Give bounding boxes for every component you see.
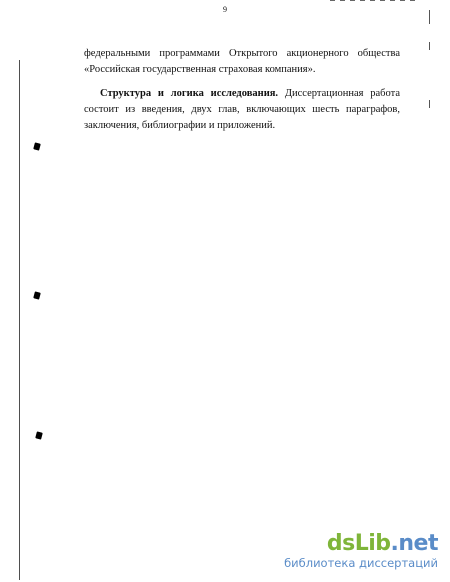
page-number: 9 [223,5,227,14]
watermark [284,533,438,570]
watermark-logo-lib: Lib [354,531,391,556]
binding-hole-mark [35,431,43,439]
binding-hole-mark [33,291,41,299]
paragraph-1: федеральными программами Открытого акционерного общества «Российская государственная страховая компания». [84,48,400,75]
binding-hole-mark [33,142,41,150]
scan-left-edge [19,60,20,580]
scan-artifact-top [330,0,420,1]
paragraph-2-text: Диссертационная работа состоит из введения, двух глав, включающих шесть параграфов, заключения, библиографии и приложений. [84,88,401,131]
paragraph-2-heading: Структура и логика исследования. [100,88,279,99]
watermark-subtitle: библиотека диссертаций [284,556,438,570]
watermark-logo-net: .net [390,531,438,556]
watermark-logo-ds: ds [326,531,355,556]
paragraph-2 [84,86,400,134]
scan-right-mark [429,42,430,50]
scan-right-mark [429,100,430,108]
watermark-logo [284,533,438,555]
